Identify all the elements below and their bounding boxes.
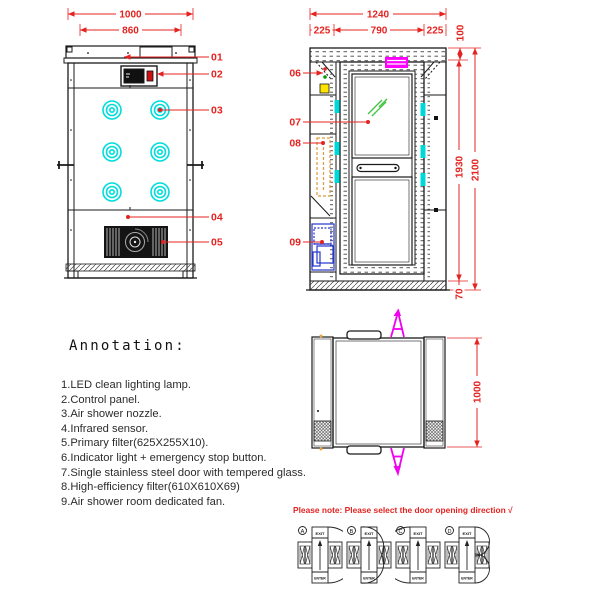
base-hatch — [66, 264, 195, 271]
door-glass — [352, 74, 412, 158]
door-direction-options — [297, 524, 490, 590]
door-option-d — [444, 524, 490, 590]
air-shower-nozzles — [103, 101, 169, 201]
annotation-item-7: 7.Single stainless steel door with tempered glass. — [61, 466, 307, 479]
dim-side-top-offset: 100 — [455, 24, 467, 42]
callout-03-nozzle: 03 — [211, 104, 223, 117]
door-handle — [352, 158, 412, 177]
top-door-handle — [347, 331, 381, 339]
door-direction-note: Please note: Please select the door opening direction √ — [293, 505, 513, 515]
door-swing-marker-bottom — [391, 448, 404, 475]
annotation-item-8: 8.High-efficiency filter(610X610X69) — [61, 481, 240, 494]
top-flange — [64, 58, 197, 63]
callout-08-hepa-filter: 08 — [289, 137, 301, 150]
door-option-b — [346, 524, 392, 590]
option-d-enter: ENTER — [461, 576, 473, 581]
annotation-block — [61, 338, 313, 509]
callout-06-indicator: 06 — [289, 67, 301, 80]
annotation-heading: Annotation: — [69, 338, 186, 354]
option-c-enter: ENTER — [412, 576, 424, 581]
chamber-body — [333, 338, 424, 447]
option-a-enter: ENTER — [314, 576, 326, 581]
side-latches — [57, 161, 204, 169]
option-d-exit: EXIT — [462, 531, 472, 536]
top-cap — [66, 46, 195, 58]
control-panel — [121, 66, 157, 86]
option-b-enter: ENTER — [363, 576, 375, 581]
plan-unit — [312, 309, 445, 475]
callout-07-door: 07 — [289, 116, 301, 129]
plan-view — [312, 309, 484, 475]
primary-filter-grille — [104, 226, 168, 258]
side-view — [289, 8, 481, 303]
annotation-item-4: 4.Infrared sensor. — [61, 422, 149, 435]
door-closer — [385, 57, 408, 68]
dim-side-overall-width: 1240 — [366, 9, 390, 21]
dim-side-left-section: 225 — [313, 25, 331, 37]
dim-front-overall-width: 1000 — [119, 9, 142, 21]
side-unit — [306, 48, 450, 290]
callout-09-fan: 09 — [289, 236, 301, 249]
annotation-item-3: 3.Air shower nozzle. — [61, 408, 162, 421]
door-option-a — [297, 524, 343, 590]
led-lamp — [140, 47, 172, 57]
door-lower-panel — [352, 177, 412, 265]
option-a-letter: A — [300, 528, 305, 535]
callout-01-led-lamp: 01 — [211, 51, 223, 64]
annotation-item-9: 9.Air shower room dedicated fan. — [61, 495, 226, 508]
callout-02-control-panel: 02 — [211, 68, 223, 81]
hepa-filter — [317, 138, 330, 196]
dim-side-door-opening: 790 — [370, 25, 388, 37]
front-unit — [57, 46, 204, 278]
annotation-item-6: 6.Indicator light + emergency stop button. — [61, 451, 267, 464]
dim-plan-depth: 1000 — [472, 380, 484, 404]
option-a-exit: EXIT — [315, 531, 325, 536]
door-frame — [340, 62, 424, 274]
option-c-letter: C — [398, 528, 403, 535]
bottom-door-handle — [347, 446, 381, 454]
option-c-exit: EXIT — [413, 531, 423, 536]
dim-side-base-height: 70 — [454, 288, 466, 300]
callout-04-infrared-sensor: 04 — [211, 211, 223, 224]
option-d-letter: D — [447, 528, 452, 535]
door-option-c — [395, 524, 441, 590]
left-grille — [314, 421, 331, 441]
callout-05-primary-filter: 05 — [211, 236, 223, 249]
front-dimensions — [68, 8, 193, 37]
dim-side-overall-height: 2100 — [470, 158, 482, 182]
option-b-exit: EXIT — [364, 531, 374, 536]
annotation-item-2: 2.Control panel. — [61, 393, 140, 406]
annotation-item-5: 5.Primary filter(625X255X10). — [61, 437, 209, 450]
front-view — [57, 8, 223, 278]
dim-front-inner-width: 860 — [122, 25, 139, 37]
option-b-letter: B — [349, 528, 354, 535]
annotation-item-1: 1.LED clean lighting lamp. — [61, 379, 191, 391]
door-swing-marker-top — [391, 309, 404, 338]
dim-side-right-section: 225 — [426, 25, 444, 37]
right-grille — [426, 421, 443, 441]
plan-dimensions — [447, 338, 484, 447]
base-hatch — [310, 281, 446, 290]
dim-side-door-height: 1930 — [454, 155, 466, 179]
